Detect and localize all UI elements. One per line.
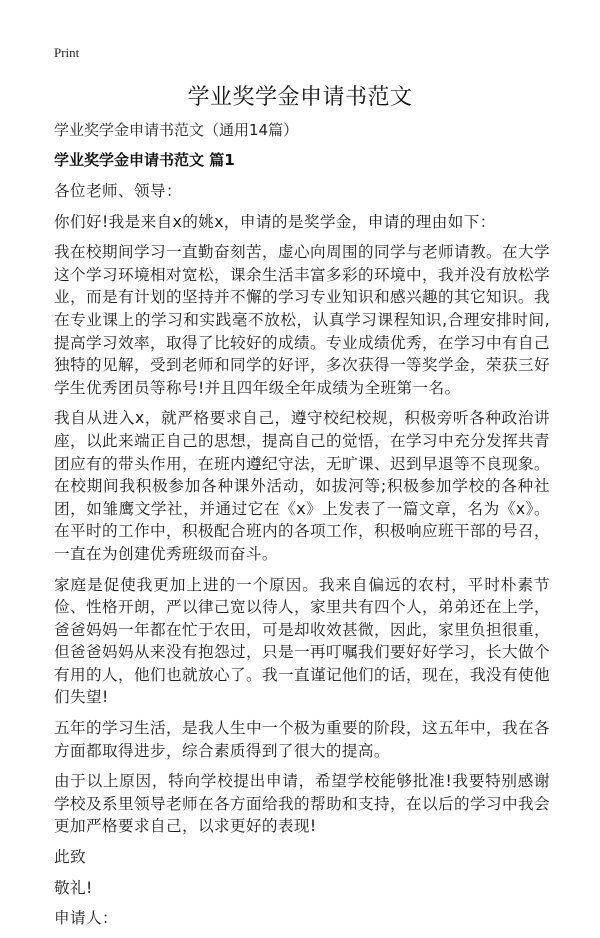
study-paragraph: 我在校期间学习一直勤奋刻苦，虚心向周围的同学与老师请教。在大学这个学习环境相对宽松，课余生活丰富多彩的环境中，我并没有放松学业，而是有计划的坚持并不懈的学习专业知识和感兴趣的其它知识。我在专业课上的学习和实践毫不放松，认真学习课程知识,合理安排时间,提高学习效率，取得了比较好的成绩。专业成绩优秀，在学习中有自己独特的见解，受到老师和同学的好评，多次获得一等奖学金，荣获三好学生优秀团员等称号!并且四年级全年成绩为全班第一名。 xyxy=(54,243,550,397)
greeting-paragraph: 你们好!我是来自x的姚x，申请的是奖学金，申请的理由如下： xyxy=(54,212,496,231)
conduct-paragraph: 我自从进入x，就严格要求自己，遵守校纪校规，积极旁听各种政治讲座，以此来端正自己的思想，提高自己的觉悟，在学习中充分发挥共青团应有的带头作用，在班内遵纪守法，无旷课、迟到早退等不良现象。在校期间我积极参加各种课外活动，如拔河等;积极参加学校的各种社团，如雏鹰文学社，并通过它在《x》上发表了一篇文章，名为《x》。在平时的工作中，积极配合班内的各项工作，积极响应班干部的号召，一直在为创建优秀班级而奋斗。 xyxy=(54,409,550,563)
document-subtitle: 学业奖学金申请书范文（通用14篇） xyxy=(54,121,299,139)
document-body xyxy=(54,120,550,938)
progress-paragraph: 五年的学习生活，是我人生中一个极为重要的阶段，这五年中，我在各方面都取得进步，综合素质得到了很大的提高。 xyxy=(54,719,550,760)
family-paragraph: 家庭是促使我更加上进的一个原因。我来自偏远的农村，平时朴素节俭、性格开朗，严以律己宽以待人，家里共有四个人，弟弟还在上学，爸爸妈妈一年都在忙于农田，可是却收效甚微，因此，家里负担很重，但爸爸妈妈从来没有抱怨过，只是一再叮嘱我们要好好学习，长大做个有用的人，他们也就放心了。我一直谨记他们的话，现在，我没有使他们失望! xyxy=(54,575,550,707)
request-paragraph: 由于以上原因，特向学校提出申请，希望学校能够批准!我要特别感谢学校及系里领导老师在各方面给我的帮助和支持，在以后的学习中我会更加严格要求自己，以求更好的表现! xyxy=(54,772,550,836)
closing-jingli: 敬礼! xyxy=(54,878,93,897)
print-link[interactable]: Print xyxy=(54,45,80,60)
closing-cizhi: 此致 xyxy=(54,848,86,867)
page-title: 学业奖学金申请书范文 xyxy=(187,85,413,110)
salutation: 各位老师、领导： xyxy=(54,182,182,200)
section-heading: 学业奖学金申请书范文 篇1 xyxy=(54,151,235,169)
applicant-signature: 申请人： xyxy=(54,909,118,928)
